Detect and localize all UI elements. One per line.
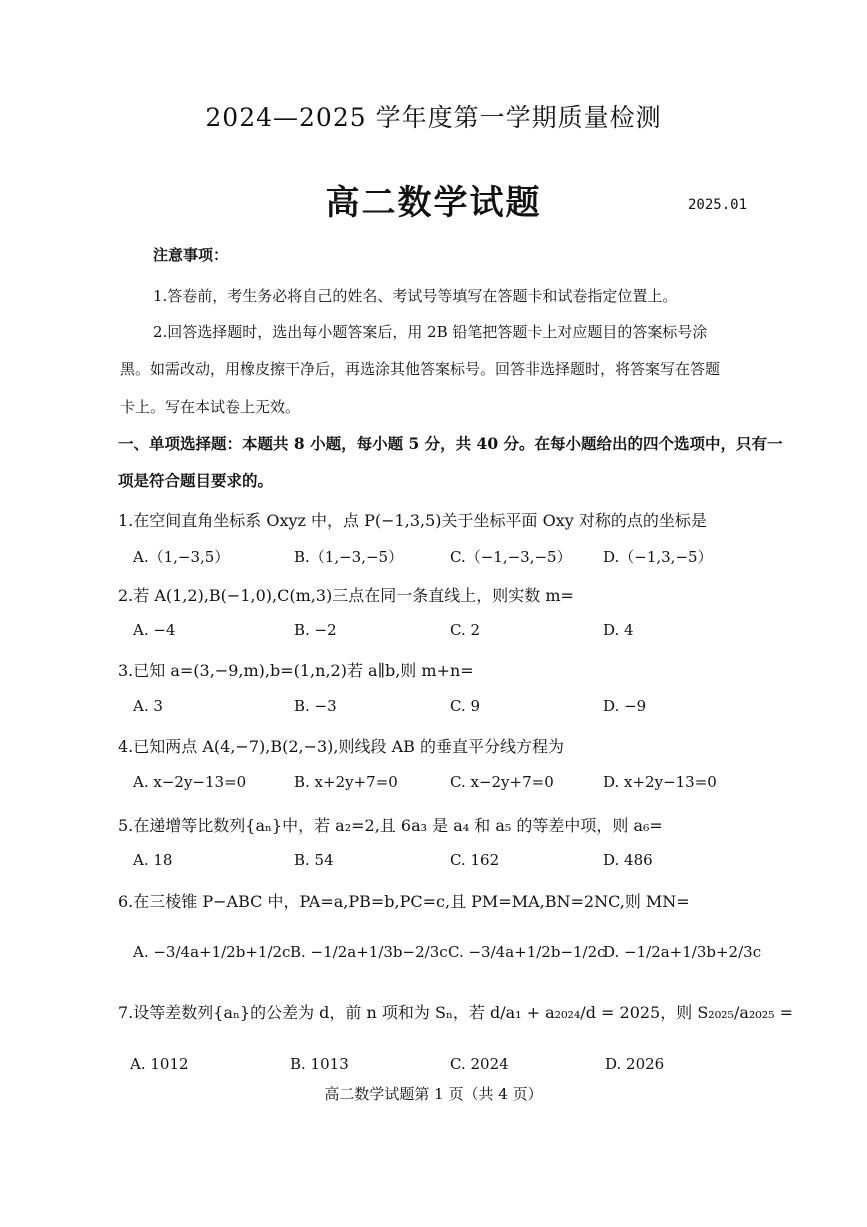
- q6-option-d[interactable]: D. −1/2a+1/3b+2/3c: [603, 943, 762, 961]
- q3-option-d[interactable]: D. −9: [603, 697, 647, 715]
- q2-option-d[interactable]: D. 4: [603, 621, 634, 639]
- q3-option-b[interactable]: B. −3: [294, 697, 337, 715]
- q5-option-c[interactable]: C. 162: [450, 851, 500, 869]
- q1-option-c[interactable]: C.（−1,−3,−5）: [450, 548, 572, 566]
- q4-option-c[interactable]: C. x−2y+7=0: [450, 773, 554, 791]
- q7-option-a[interactable]: A. 1012: [130, 1055, 189, 1073]
- question-7-stem: 7.设等差数列{aₙ}的公差为 d，前 n 项和为 Sₙ，若 d/a₁ + a₂₀₂₄/d = 2025，则 S₂₀₂₅/a₂₀₂₅ =: [118, 1003, 794, 1022]
- exam-date: 2025.01: [688, 197, 748, 213]
- notice-heading: 注意事项：: [153, 246, 229, 264]
- q7-option-d[interactable]: D. 2026: [605, 1055, 665, 1073]
- q6-option-c[interactable]: C. −3/4a+1/2b−1/2c: [448, 943, 606, 961]
- question-1-stem: 1.在空间直角坐标系 Oxyz 中，点 P(−1,3,5)关于坐标平面 Oxy 对称的点的坐标是: [118, 511, 707, 530]
- q4-option-d[interactable]: D. x+2y−13=0: [603, 773, 717, 791]
- page-footer: 高二数学试题第 1 页（共 4 页）: [324, 1085, 543, 1103]
- q7-option-b[interactable]: B. 1013: [290, 1055, 349, 1073]
- question-5-stem: 5.在递增等比数列{aₙ}中，若 a₂=2,且 6a₃ 是 a₄ 和 a₅ 的等差中项，则 a₆=: [118, 816, 663, 835]
- q5-option-a[interactable]: A. 18: [133, 851, 173, 869]
- section-1-line-1: 一、单项选择题：本题共 8 小题，每小题 5 分，共 40 分。在每小题给出的四个选项中，只有一: [118, 434, 783, 453]
- q6-option-b[interactable]: B. −1/2a+1/3b−2/3c: [290, 943, 448, 961]
- notice-item-2-line-2: 黑。如需改动，用橡皮擦干净后，再选涂其他答案标号。回答非选择题时，将答案写在答题: [120, 360, 721, 378]
- question-3-stem: 3.已知 a=(3,−9,m),b=(1,n,2)若 a∥b,则 m+n=: [118, 661, 474, 680]
- section-1-line-2: 项是符合题目要求的。: [118, 471, 274, 490]
- q5-option-d[interactable]: D. 486: [603, 851, 653, 869]
- q4-option-b[interactable]: B. x+2y+7=0: [294, 773, 398, 791]
- q6-option-a[interactable]: A. −3/4a+1/2b+1/2c: [133, 943, 291, 961]
- q5-option-b[interactable]: B. 54: [294, 851, 334, 869]
- q4-option-a[interactable]: A. x−2y−13=0: [133, 773, 247, 791]
- q1-option-d[interactable]: D.（−1,3,−5）: [603, 548, 713, 566]
- question-4-stem: 4.已知两点 A(4,−7),B(2,−3),则线段 AB 的垂直平分线方程为: [118, 737, 564, 756]
- notice-item-2-line-3: 卡上。写在本试卷上无效。: [120, 398, 301, 416]
- q1-option-b[interactable]: B.（1,−3,−5）: [294, 548, 404, 566]
- paper-title: 高二数学试题: [325, 183, 542, 223]
- q7-option-c[interactable]: C. 2024: [450, 1055, 509, 1073]
- question-2-stem: 2.若 A(1,2),B(−1,0),C(m,3)三点在同一条直线上，则实数 m=: [118, 586, 574, 605]
- question-6-stem: 6.在三棱锥 P−ABC 中，PA=a,PB=b,PC=c,且 PM=MA,BN=2NC,则 MN=: [118, 892, 690, 911]
- notice-item-1: 1.答卷前，考生务必将自己的姓名、考试号等填写在答题卡和试卷指定位置上。: [153, 287, 678, 305]
- q2-option-c[interactable]: C. 2: [450, 621, 481, 639]
- q3-option-a[interactable]: A. 3: [133, 697, 163, 715]
- q1-option-a[interactable]: A.（1,−3,5）: [133, 548, 230, 566]
- q2-option-a[interactable]: A. −4: [133, 621, 176, 639]
- exam-title: 2024—2025 学年度第一学期质量检测: [205, 103, 662, 132]
- notice-item-2-line-1: 2.回答选择题时，选出每小题答案后，用 2B 铅笔把答题卡上对应题目的答案标号涂: [153, 323, 708, 341]
- q3-option-c[interactable]: C. 9: [450, 697, 481, 715]
- q2-option-b[interactable]: B. −2: [294, 621, 337, 639]
